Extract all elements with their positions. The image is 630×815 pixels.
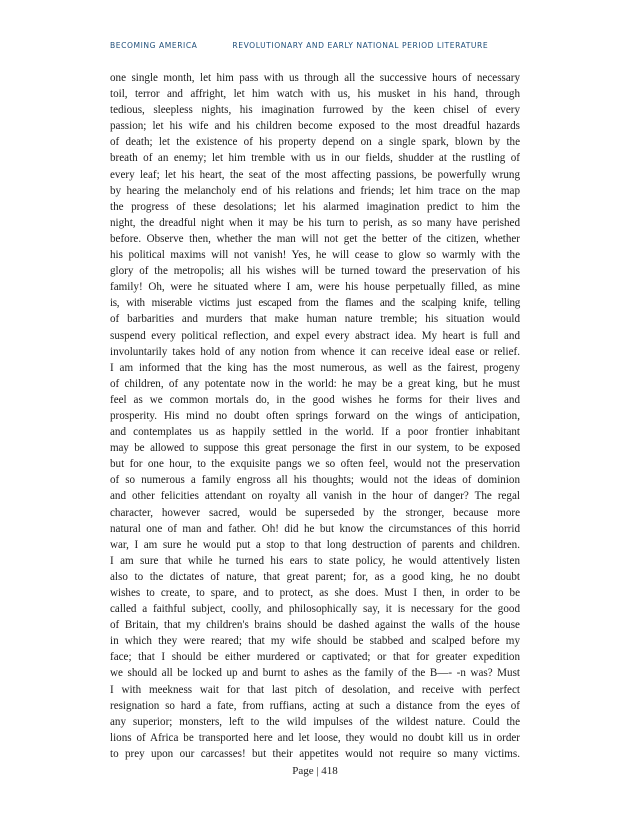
text-line: war, I am sure he would put a stop to that long destruction of parents and children. xyxy=(110,538,520,551)
text-line: suspend every political reflection, and expel every abstract idea. My heart is full and xyxy=(110,329,520,342)
text-line: lions of Africa be transported here and let loose, they would no doubt kill us in order xyxy=(110,731,520,744)
text-line: and contemplates us as happily settled in the world. If a poor frontier inhabitant xyxy=(110,426,520,439)
text-line: by hearing the melancholy end of his relations and friends; let him trace on the map xyxy=(110,184,520,197)
page-number: Page | 418 xyxy=(292,765,338,777)
text-line: of death; let the existence of his property depend on a single spark, blown by the xyxy=(110,136,520,149)
book-title: BECOMING AMERICA xyxy=(110,41,198,50)
text-line: passion; let his wife and his children become exposed to the most dreadful hazards xyxy=(110,120,520,133)
text-line: night, the dreadful night when it may be his turn to perish, as so many have perished xyxy=(110,216,520,229)
text-line: I am informed that the king has the most numerous, as well as the fairest, progeny xyxy=(110,361,520,374)
text-line: I with meekness wait for that last pitch of desolation, and receive with perfect xyxy=(110,683,520,696)
text-line: called a faithful subject, coolly, and philosophically say, it is necessary for the good xyxy=(110,603,520,616)
body-text xyxy=(110,70,520,762)
text-line: the progress of these desolations; let his alarmed imagination predict to him the xyxy=(110,200,520,213)
text-line: in which they were reared; that my wife should be stabbed and scalped before my xyxy=(110,635,520,648)
text-line: glory of the metropolis; all his wishes will be turned toward the preservation of his xyxy=(110,265,520,278)
text-line: any superior; monsters, left to the wild impulses of the wildest nature. Could the xyxy=(110,715,520,728)
section-title: REVOLUTIONARY AND EARLY NATIONAL PERIOD LITERATURE xyxy=(232,41,489,50)
text-line: character, however sacred, would be superseded by the stronger, because more xyxy=(110,506,520,519)
text-line: natural one of man and father. Oh! did he but know the circumstances of this horrid xyxy=(110,522,520,535)
text-line: to prey upon our carcasses! but their appetites would not require so many victims. xyxy=(110,747,520,760)
text-line: one single month, let him pass with us through all the successive hours of necessary xyxy=(110,72,520,84)
text-line: wishes to create, to spare, and to protect, as she does. Must I then, in order to be xyxy=(110,587,520,599)
running-header xyxy=(110,41,535,50)
text-line: feel as we common mortals do, in the good wishes he forms for their lives and xyxy=(110,393,520,406)
text-line: and other felicities attendant on royalty all vanish in the hour of danger? The regal xyxy=(110,490,520,503)
text-line: of so numerous a family engross all his thoughts; would not the ideas of dominion xyxy=(110,474,520,487)
text-line: family! Oh, were he situated where I am, were his house perpetually filled, as mine xyxy=(110,281,520,294)
text-line: his political maxims will not vanish! Yes, he will cease to glow so warmly with the xyxy=(110,249,520,262)
text-line: but for one hour, to the exquisite pangs we so often feel, would not the preservation xyxy=(110,458,520,471)
text-line: involuntarily takes hold of any notion from whence it can receive ideal ease or relief. xyxy=(110,345,520,358)
text-line: I am sure that while he turned his ears to state policy, he would attentively listen xyxy=(110,554,520,567)
text-line: prosperity. His mind no doubt often springs forward on the wings of anticipation, xyxy=(110,409,520,422)
text-line: face; that I should be either murdered or captivated; or that for greater expedition xyxy=(110,651,520,664)
text-line: of Britain, that my children's brains should be dashed against the walls of the house xyxy=(110,619,520,632)
text-line: before. Observe then, whether the man will not get the better of the citizen, whether xyxy=(110,232,520,245)
text-line: breath of an enemy; let him tremble with us in our fields, shudder at the rustling of xyxy=(110,152,520,165)
text-line: every leaf; let his heart, the seat of the most affecting passions, be powerfully wrung xyxy=(110,168,520,181)
text-line: of barbarities and murders that make human nature tremble; his situation would xyxy=(110,313,520,326)
text-line: is, with miserable victims just escaped from the flames and the scalping knife, telling xyxy=(110,297,520,310)
text-line: we should all be locked up and burnt to ashes as the family of the B—- -n was? Must xyxy=(110,667,520,680)
text-line: of children, of any potentate now in the world: he may be a great king, but he must xyxy=(110,377,520,390)
text-line: toil, terror and affright, let him watch with us, his musket in his hand, through xyxy=(110,88,520,101)
text-line: resignation so hard a fate, from ruffians, acting at such a distance from the eyes of xyxy=(110,699,520,712)
text-line: tedious, sleepless nights, his imagination furrowed by the keen chisel of every xyxy=(110,104,520,117)
text-line: also to the dictates of nature, that great parent; for, as a good king, he no doubt xyxy=(110,570,520,583)
text-line: may be allowed to suppose this great personage the first in our system, to be exposed xyxy=(110,442,520,455)
